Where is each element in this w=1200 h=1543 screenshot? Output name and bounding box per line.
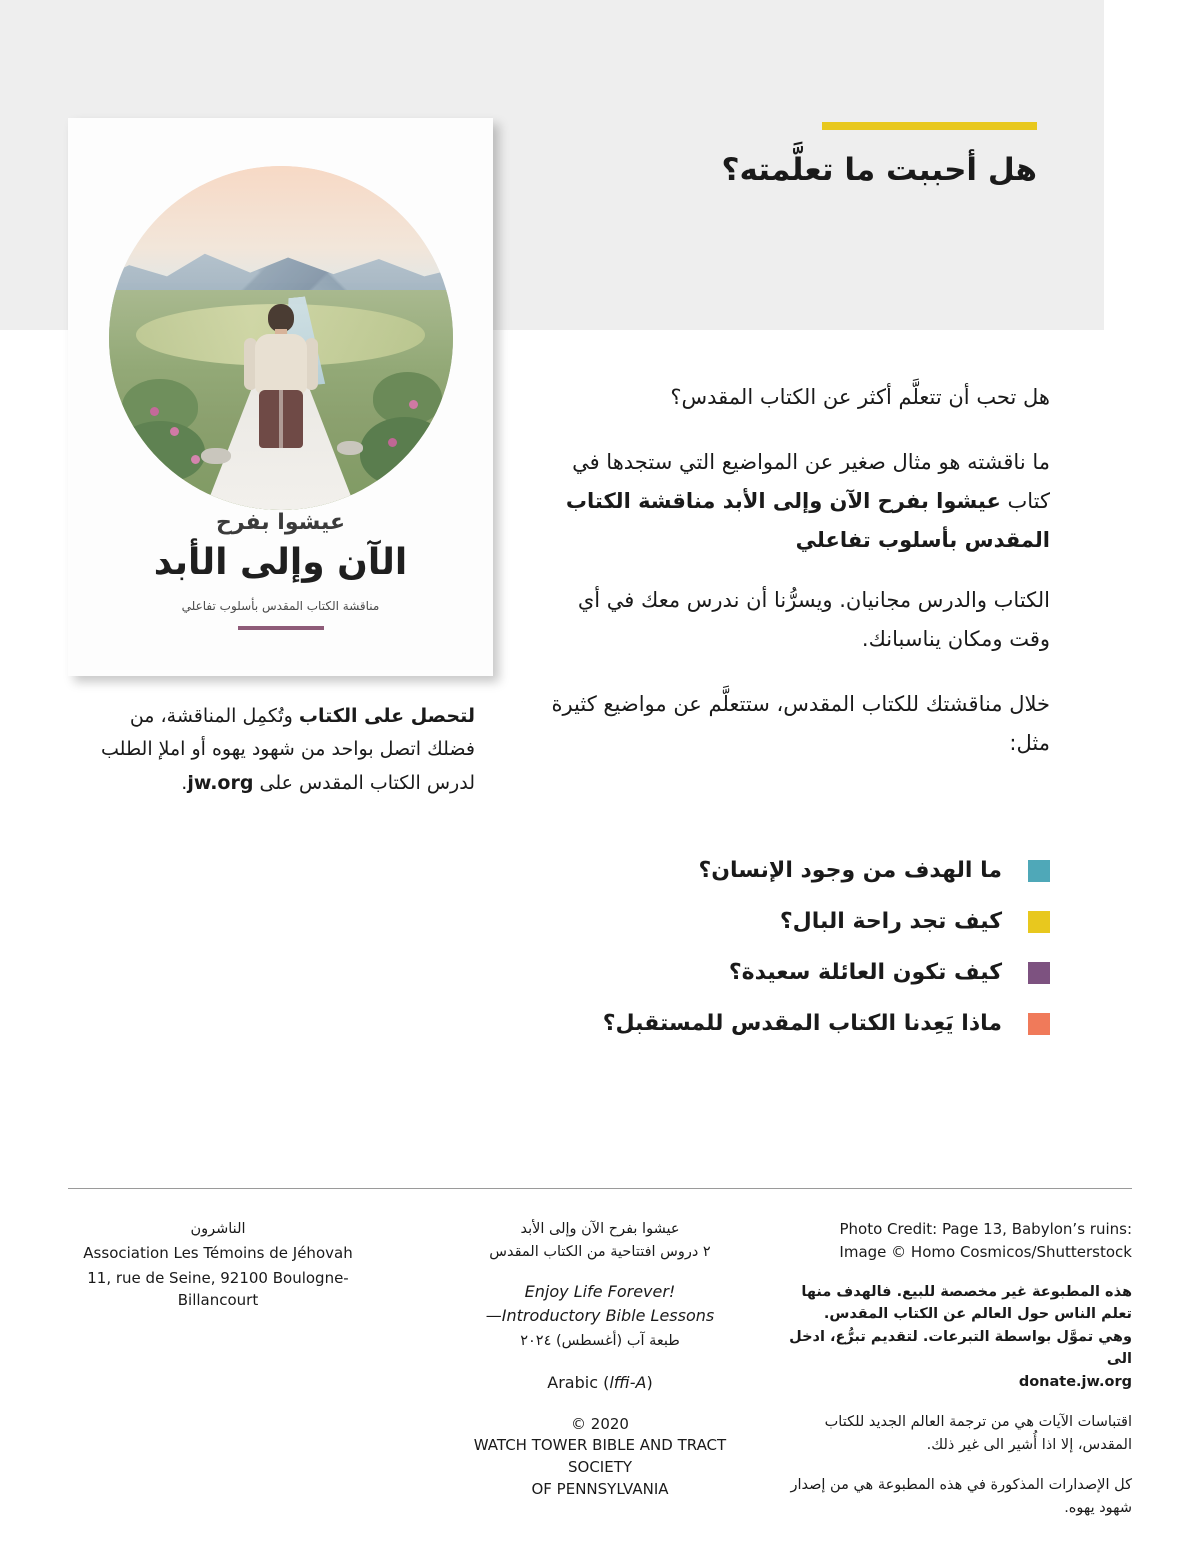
rock — [201, 448, 231, 464]
publication-title-en-line-2: —Introductory Bible Lessons — [485, 1306, 715, 1326]
copyright-year: © 2020 — [571, 1414, 629, 1433]
bullet-swatch-icon — [1028, 860, 1050, 882]
topic-label: ما الهدف من وجود الإنسان؟ — [698, 858, 1002, 883]
rock — [337, 441, 363, 455]
body-paragraph-3: الكتاب والدرس مجانيان. ويسرُّنا أن ندرس معك في أي وقت ومكان يناسبانك. — [577, 588, 1050, 652]
cover-caption: لتحصل على الكتاب وتُكمِل المناقشة، من فضلك اتصل بواحد من شهود يهوه أو املإ الطلب لدرس الكتاب المقدس على jw.org. — [101, 705, 475, 794]
cover-accent-bar — [238, 626, 324, 630]
flower — [191, 455, 200, 464]
bush — [115, 421, 204, 483]
donation-notice-text: هذه المطبوعة غير مخصصة للبيع. فالهدف منها تعلم الناس حول العالم عن الكتاب المقدس. وهي تموَّل بواسطة التبرعات. لتقديم تبرُّع، ادخل الى — [789, 1284, 1132, 1368]
footer-publisher-column — [68, 1218, 368, 1312]
publisher-address: 11, rue de Seine, 92100 Boulogne-Billancourt — [87, 1268, 349, 1310]
photo-credit-line-2: Image © Homo Cosmicos/Shutterstock — [839, 1242, 1132, 1261]
book-cover — [68, 118, 493, 676]
flower — [136, 441, 145, 450]
cover-title-large: الآن وإلى الأبد — [153, 542, 408, 583]
publisher-name: Association Les Témoins de Jéhovah — [83, 1244, 353, 1263]
cover-subtitle: مناقشة الكتاب المقدس بأسلوب تفاعلي — [181, 599, 380, 613]
body-paragraph-1: هل تحب أن تتعلَّم أكثر عن الكتاب المقدس؟ — [670, 385, 1050, 409]
publication-title-en — [440, 1280, 760, 1328]
list-item — [530, 960, 1050, 985]
body-text — [540, 378, 1050, 789]
copyright-org-line-2: OF PENNSYLVANIA — [531, 1479, 669, 1498]
cover-title-small: عيشوا بفرح — [215, 510, 346, 535]
publishers-label: الناشرون — [190, 1221, 246, 1237]
topic-label: كيف تجد راحة البال؟ — [779, 909, 1002, 934]
footer-divider — [68, 1188, 1132, 1189]
publication-language-code: lffi-A — [609, 1372, 647, 1392]
list-item — [530, 909, 1050, 934]
publication-title-en-line-1: Enjoy Life Forever! — [524, 1282, 676, 1302]
copyright-org-line-1: WATCH TOWER BIBLE AND TRACT SOCIETY — [473, 1436, 727, 1477]
cover-caption-bold: لتحصل على الكتاب — [298, 705, 475, 727]
donate-link[interactable]: donate.jw.org — [1018, 1373, 1132, 1390]
photo-credit — [787, 1218, 1132, 1263]
bush — [360, 417, 449, 486]
heading-accent-rule — [822, 122, 1037, 130]
page-title: هل أحببت ما تعلَّمته؟ — [721, 152, 1037, 188]
publication-title-ar: عيشوا بفرح الآن وإلى الأبد — [520, 1221, 680, 1237]
list-item — [530, 858, 1050, 883]
footer-credits-column — [787, 1218, 1132, 1519]
flower — [409, 400, 418, 409]
jw-org-link[interactable]: jw.org — [187, 771, 254, 794]
cover-illustration — [109, 166, 453, 510]
copyright-block — [440, 1414, 760, 1501]
publication-edition: طبعة آب (أغسطس) ٢٠٢٤ — [520, 1333, 680, 1350]
walking-man-figure — [243, 304, 319, 454]
bullet-swatch-icon — [1028, 962, 1050, 984]
topic-list — [530, 858, 1050, 1062]
book-title-inline: عيشوا بفرح الآن وإلى الأبد مناقشة الكتاب المقدس بأسلوب تفاعلي — [565, 488, 1050, 552]
bible-translation-note: اقتباسات الآيات هي من ترجمة العالم الجديد للكتاب المقدس، إلا اذا أُشير الى غير ذلك. — [824, 1414, 1132, 1453]
bullet-swatch-icon — [1028, 1013, 1050, 1035]
flower — [388, 438, 397, 447]
list-item — [530, 1011, 1050, 1036]
footer-publication-column — [440, 1218, 760, 1501]
body-paragraph-2 — [540, 443, 1050, 560]
topic-label: ماذا يَعِدنا الكتاب المقدس للمستقبل؟ — [602, 1011, 1002, 1036]
photo-credit-line-1: Photo Credit: Page 13, Babylon’s ruins: — [839, 1220, 1132, 1238]
topic-label: كيف تكون العائلة سعيدة؟ — [728, 960, 1002, 985]
bullet-swatch-icon — [1028, 911, 1050, 933]
flower — [150, 407, 159, 416]
body-paragraph-4: خلال مناقشتك للكتاب المقدس، ستتعلَّم عن مواضيع كثيرة مثل: — [551, 692, 1050, 755]
publication-language-close: ) — [646, 1372, 653, 1392]
publications-note: كل الإصدارات المذكورة في هذه المطبوعة هي من إصدار شهود يهوه. — [790, 1477, 1132, 1516]
publication-subtitle-ar: ٢ دروس افتتاحية من الكتاب المقدس — [489, 1244, 711, 1261]
body-paragraph-2-lead: ما ناقشته هو مثال صغير عن المواضيع التي ستجدها في كتاب — [572, 449, 1050, 513]
publication-language-name: Arabic ( — [547, 1372, 610, 1392]
publication-language — [440, 1371, 760, 1396]
donation-notice — [787, 1281, 1132, 1393]
cover-background — [68, 118, 493, 676]
cover-caption-text: وتُكمِل المناقشة، من فضلك اتصل بواحد من شهود يهوه أو املإ الطلب لدرس الكتاب المقدس على — [101, 705, 475, 794]
